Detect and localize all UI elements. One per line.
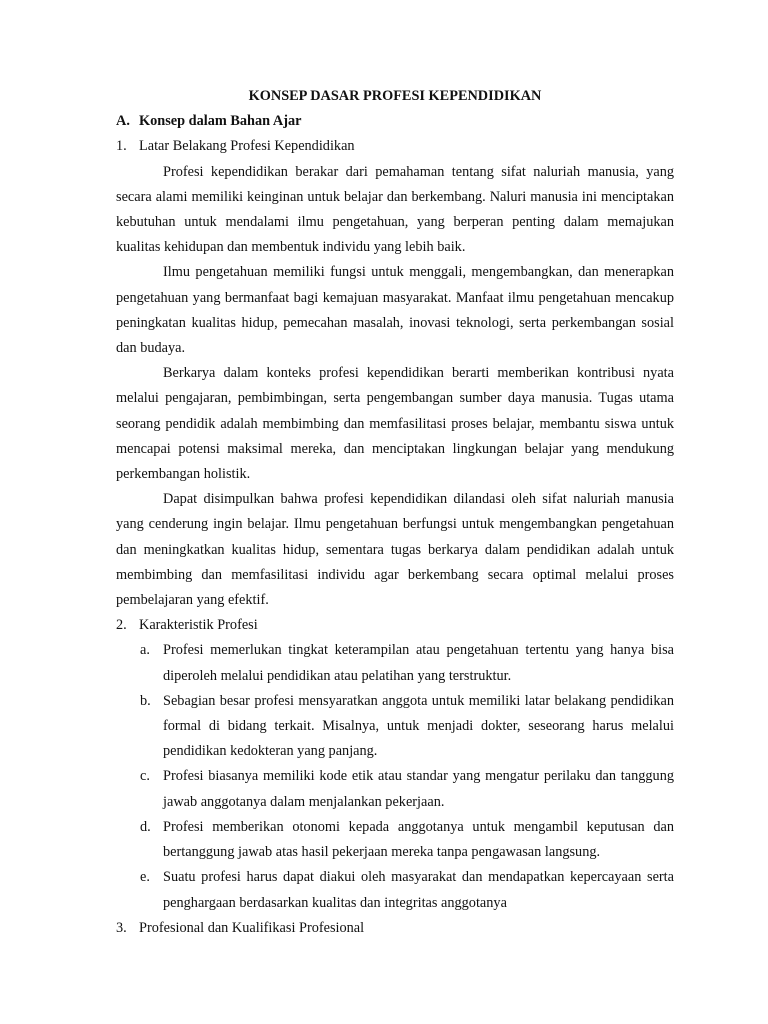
list-item-text: Suatu profesi harus dapat diakui oleh masyarakat dan mendapatkan kepercayaan serta penghargaan berdasarkan kualitas dan integritas anggotanya [163,869,674,911]
list-item [140,689,674,765]
list-item-marker: d. [140,818,151,835]
paragraph-3: Berkarya dalam konteks profesi kependidikan berarti memberikan kontribusi nyata melalui pengajaran, pembimbingan, serta pengembangan sumber daya manusia. Tugas utama seorang pendidik adalah membimbing dan memfasilitasi proses belajar, membantu siswa untuk mencapai potensi maksimal mereka, dan menciptakan lingkungan belajar yang mendukung perkembangan holistik. [116,365,674,483]
document-title: KONSEP DASAR PROFESI KEPENDIDIKAN [248,88,542,104]
list-item-marker: e. [140,869,150,886]
item-3-heading [116,916,674,941]
list-item [140,865,674,915]
paragraph-2: Ilmu pengetahuan memiliki fungsi untuk menggali, mengembangkan, dan menerapkan pengetahuan yang bermanfaat bagi kemajuan masyarakat. Manfaat ilmu pengetahuan mencakup peningkatan kualitas hidup, pemecahan masalah, inovasi teknologi, serta perkembangan sosial dan budaya. [116,264,674,357]
section-a-heading [116,109,674,134]
list-item-marker: c. [140,768,150,785]
list-item-text: Profesi memerlukan tingkat keterampilan atau pengetahuan tertentu yang hanya bisa diperoleh melalui pendidikan atau pelatihan yang terstruktur. [163,642,674,684]
paragraph-4: Dapat disimpulkan bahwa profesi kependidikan dilandasi oleh sifat naluriah manusia yang cenderung ingin belajar. Ilmu pengetahuan berfungsi untuk mengembangkan pengetahuan dan meningkatkan kualitas hidup, sementara tugas berkarya dalam pendidikan adalah untuk membimbing dan memfasilitasi individu agar berkembang secara optimal melalui proses pembelajaran yang efektif. [116,491,674,609]
list-item-text: Profesi biasanya memiliki kode etik atau standar yang mengatur perilaku dan tanggung jawab anggotanya dalam menjalankan pekerjaan. [163,768,674,810]
item-2-marker: 2. [116,617,127,634]
document-page [116,84,674,941]
item-3-title: Profesional dan Kualifikasi Profesional [139,919,365,936]
item-1-heading [116,134,674,159]
list-item [140,815,674,865]
item-2-heading [116,613,674,638]
list-item-marker: b. [140,692,151,709]
item-3-marker: 3. [116,919,127,936]
list-item [140,638,674,688]
list-item-text: Sebagian besar profesi mensyaratkan anggota untuk memiliki latar belakang pendidikan formal di bidang terkait. Misalnya, untuk menjadi dokter, seseorang harus melalui pendidikan kedokteran yang panjang. [163,692,674,760]
characteristics-list [116,638,674,915]
section-a-marker: A. [116,113,130,130]
section-a-title: Konsep dalam Bahan Ajar [139,113,302,130]
list-item-text: Profesi memberikan otonomi kepada anggotanya untuk mengambil keputusan dan bertanggung jawab atas hasil pekerjaan mereka tanpa pengawasan langsung. [163,818,674,861]
list-item [140,764,674,814]
item-1-marker: 1. [116,138,127,155]
list-item-marker: a. [140,642,150,659]
item-2-title: Karakteristik Profesi [139,617,258,634]
item-1-title: Latar Belakang Profesi Kependidikan [139,138,355,155]
paragraph-1: Profesi kependidikan berakar dari pemahaman tentang sifat naluriah manusia, yang secara alami memiliki keinginan untuk belajar dan berkembang. Naluri manusia ini menciptakan kebutuhan untuk mendalami ilmu pengetahuan, yang berperan penting dalam memajukan kualitas kehidupan dan membentuk individu yang lebih baik. [116,163,674,256]
